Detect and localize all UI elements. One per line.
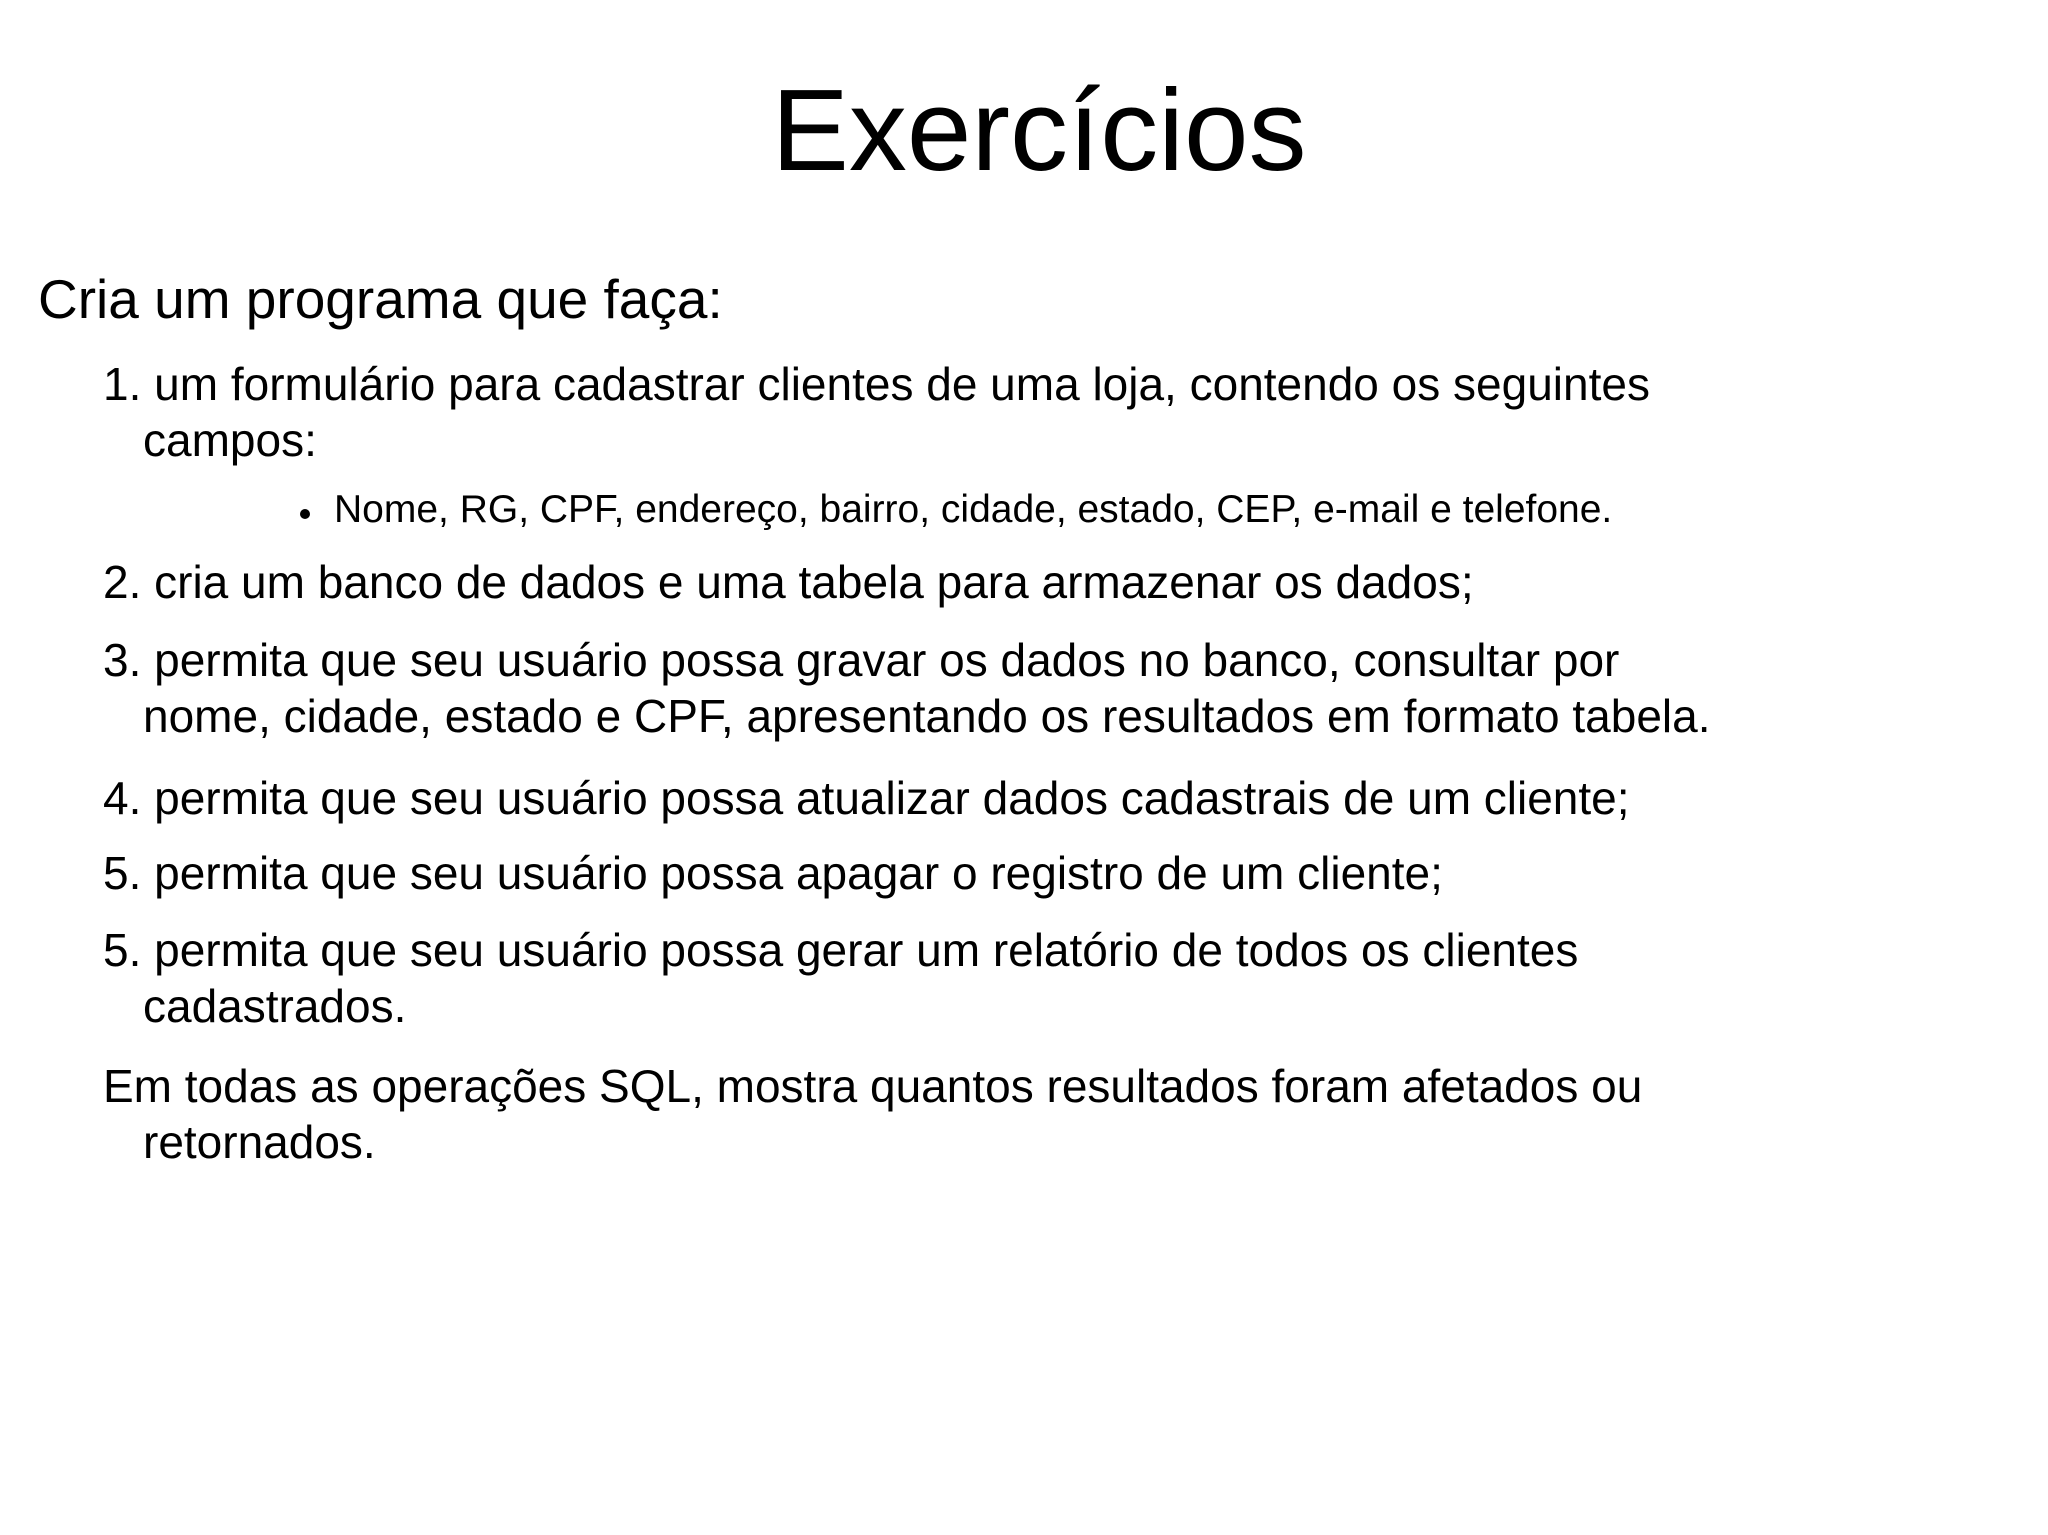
bullet-icon — [300, 509, 310, 519]
list-item-1-line2: campos: — [143, 414, 317, 466]
list-item-3-line2: nome, cidade, estado e CPF, apresentando os resultados em formato tabela. — [143, 690, 1711, 742]
intro-text: Cria um programa que faça: — [38, 268, 723, 330]
closing-note-line1: Em todas as operações SQL, mostra quantos resultados foram afetados ou — [103, 1060, 1643, 1112]
list-item-2 — [103, 554, 1953, 610]
list-item-6-line1: 5. permita que seu usuário possa gerar um relatório de todos os clientes — [103, 924, 1579, 976]
sub-bullet-item — [300, 485, 1612, 535]
list-item-4 — [103, 770, 1953, 826]
slide-title: Exercícios — [771, 65, 1307, 195]
closing-note-line2: retornados. — [143, 1116, 376, 1168]
list-item-2-line1: 2. cria um banco de dados e uma tabela para armazenar os dados; — [103, 556, 1474, 608]
list-item-1-line1: 1. um formulário para cadastrar clientes de uma loja, contendo os seguintes — [103, 358, 1650, 410]
closing-note — [103, 1058, 1953, 1170]
list-item-3 — [103, 632, 1953, 744]
list-item-3-line1: 3. permita que seu usuário possa gravar os dados no banco, consultar por — [103, 634, 1620, 686]
list-item-6 — [103, 922, 1953, 1034]
list-item-5-line1: 5. permita que seu usuário possa apagar o registro de um cliente; — [103, 847, 1443, 899]
list-item-1 — [103, 356, 1953, 468]
list-item-4-line1: 4. permita que seu usuário possa atualizar dados cadastrais de um cliente; — [103, 772, 1630, 824]
list-item-5 — [103, 845, 1953, 901]
list-item-6-line2: cadastrados. — [143, 980, 407, 1032]
sub-bullet-text: Nome, RG, CPF, endereço, bairro, cidade, estado, CEP, e-mail e telefone. — [334, 488, 1613, 531]
